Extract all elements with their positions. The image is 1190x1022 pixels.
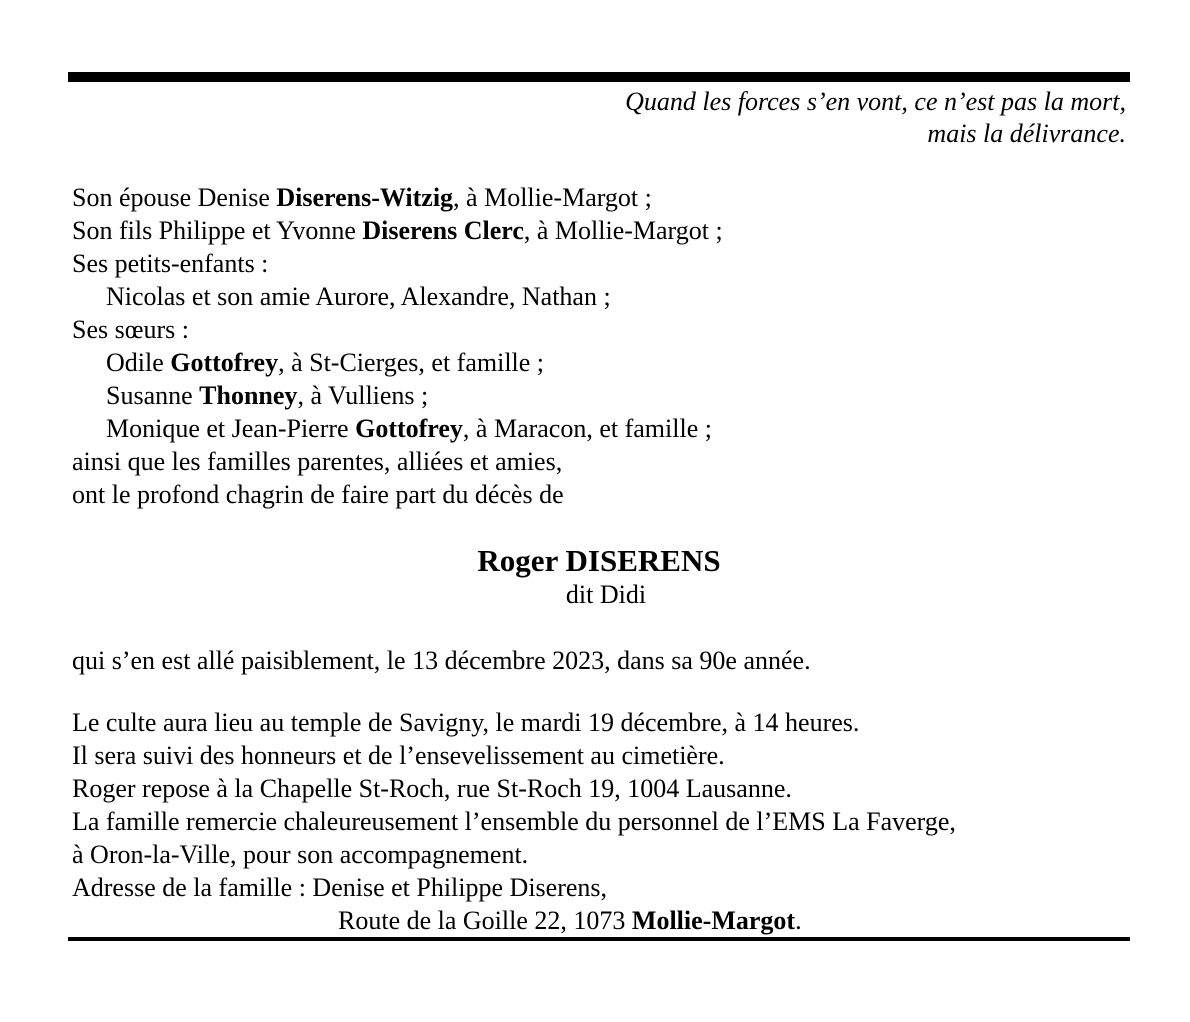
burial-line: Il sera suivi des honneurs et de l’ensevelissement au cimetière.	[72, 741, 725, 770]
spouse-suffix: , à Mollie-Margot ;	[453, 183, 652, 212]
sister-name: Thonney	[199, 381, 298, 410]
son-prefix: Son fils Philippe et Yvonne	[72, 216, 363, 245]
sister-prefix: Monique et Jean-Pierre	[106, 414, 356, 443]
address-line-2	[72, 904, 956, 937]
sister-suffix: , à Maracon, et famille ;	[462, 414, 712, 443]
sister-suffix: , à St-Cierges, et famille ;	[278, 348, 545, 377]
spouse-prefix: Son épouse Denise	[72, 183, 277, 212]
address-period: .	[795, 906, 802, 935]
sister-item	[72, 412, 723, 445]
address-line-1: Adresse de la famille : Denise et Philippe Diserens,	[72, 873, 608, 902]
grandchildren-heading: Ses petits-enfants :	[72, 249, 269, 278]
relatives-line: ainsi que les familles parentes, alliées et amies,	[72, 447, 563, 476]
passing-line: qui s’en est allé paisiblement, le 13 décembre 2023, dans sa 90e année.	[72, 646, 811, 675]
sister-prefix: Susanne	[106, 381, 200, 410]
address-town: Mollie-Margot	[631, 906, 796, 935]
deceased-block	[0, 542, 1190, 610]
sister-suffix: , à Vulliens ;	[297, 381, 429, 410]
quote-line-1: Quand les forces s’en vont, ce n’est pas la mort,	[625, 87, 1126, 116]
sister-name: Gottofrey	[355, 414, 463, 443]
grandchildren-list: Nicolas et son amie Aurore, Alexandre, Nathan ;	[106, 282, 611, 311]
sister-item	[72, 379, 723, 412]
son-suffix: , à Mollie-Margot ;	[523, 216, 723, 245]
sisters-heading: Ses sœurs :	[72, 315, 190, 344]
address-street: Route de la Goille 22, 1073	[338, 906, 632, 935]
thanks-line-2: à Oron-la-Ville, pour son accompagnement.	[72, 840, 529, 869]
details-paragraph	[72, 706, 956, 937]
passing-paragraph	[72, 644, 811, 677]
rest-line: Roger repose à la Chapelle St-Roch, rue St-Roch 19, 1004 Lausanne.	[72, 774, 792, 803]
sister-prefix: Odile	[106, 348, 171, 377]
thanks-line-1: La famille remercie chaleureusement l’ensemble du personnel de l’EMS La Faverge,	[72, 807, 956, 836]
sister-item	[72, 346, 723, 379]
announcement-line: ont le profond chagrin de faire part du décès de	[72, 480, 564, 509]
service-line: Le culte aura lieu au temple de Savigny, le mardi 19 décembre, à 14 heures.	[72, 708, 860, 737]
family-spouse	[72, 181, 723, 214]
deceased-nickname: dit Didi	[565, 580, 647, 609]
spouse-name: Diserens-Witzig	[276, 183, 454, 212]
epigraph-quote	[625, 86, 1126, 150]
bottom-rule	[68, 937, 1130, 941]
family-list	[72, 181, 723, 511]
sister-name: Gottofrey	[170, 348, 279, 377]
deceased-name: Roger DISERENS	[477, 543, 721, 578]
quote-line-2: mais la délivrance.	[927, 119, 1126, 148]
son-name: Diserens Clerc	[362, 216, 524, 245]
top-rule	[68, 72, 1130, 82]
family-son	[72, 214, 723, 247]
